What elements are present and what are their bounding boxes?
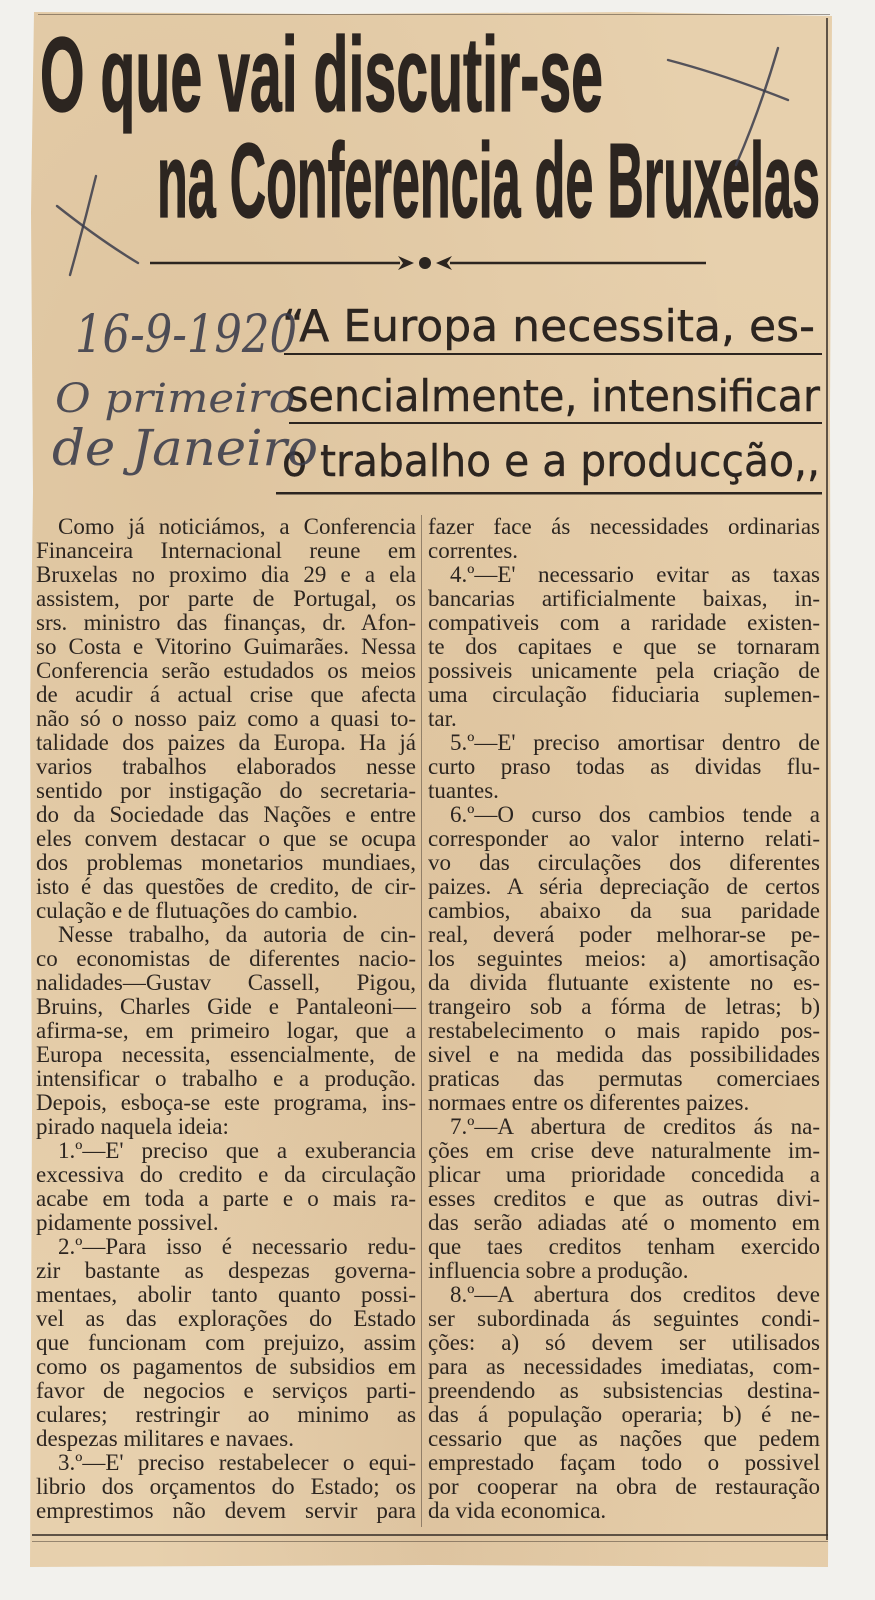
- body-line: para as necessidades imediatas, com-: [428, 1354, 820, 1379]
- body-line: talidade dos paizes da Europa. Ha já: [36, 730, 416, 755]
- body-line: correntes.: [428, 538, 519, 563]
- body-line: te dos capitaes e que se tornaram: [428, 634, 820, 659]
- body-line: varios trabalhos elaborados nesse: [36, 754, 416, 779]
- body-line: favor de negocios e serviços parti-: [36, 1378, 416, 1403]
- body-line: de acudir á actual crise que afecta: [36, 682, 416, 707]
- body-line: 7.º—A abertura de creditos ás na-: [450, 1114, 820, 1139]
- body-line: los seguintes meios: a) amortisação: [428, 946, 820, 971]
- body-line: Bruxelas no proximo dia 29 e a ela: [36, 562, 416, 587]
- body-line: compativeis com a raridade existen-: [428, 610, 820, 635]
- body-line: não só o nosso paiz como a quasi to-: [36, 706, 416, 731]
- body-line: fazer face ás necessidades ordinarias: [428, 514, 820, 539]
- body-line: dos problemas monetarios mundiaes,: [36, 850, 416, 875]
- body-line: pidamente possivel.: [36, 1210, 219, 1235]
- subheadline-rule-2: [289, 422, 822, 424]
- subheadline-rule-1: [284, 353, 822, 355]
- subheadline-line-1: “A Europa necessita, es-: [282, 301, 815, 352]
- body-line: culação e de flutuações do cambio.: [36, 898, 358, 923]
- body-line: cambios, abaixo da sua paridade: [428, 898, 820, 923]
- body-line: Bruins, Charles Gide e Pantaleoni—: [36, 994, 416, 1019]
- body-line: sentido por instigação do secretaria-: [36, 778, 416, 803]
- body-line: ções: a) só devem ser utilisados: [428, 1330, 820, 1355]
- body-line: esses creditos e que as outras divi-: [428, 1186, 820, 1211]
- body-line: ser subordinada ás seguintes condi-: [428, 1306, 820, 1331]
- body-line: das serão adiadas até o momento em: [428, 1210, 820, 1235]
- body-line: Conferencia serão estudados os meios: [36, 658, 416, 683]
- body-line: Nesse trabalho, da autoria de cin-: [58, 922, 416, 947]
- body-line: srs. ministro das finanças, dr. Afon-: [36, 610, 416, 635]
- body-line: mentaes, abolir tanto quanto possi-: [36, 1282, 416, 1307]
- body-line: librio dos orçamentos do Estado; os: [36, 1474, 416, 1499]
- bottom-rule-lower: [32, 1541, 828, 1542]
- body-line: bancarias artificialmente baixas, in-: [428, 586, 820, 611]
- body-line: isto é das questões de credito, de cir-: [36, 874, 416, 899]
- body-line: por cooperar na obra de restauração: [428, 1474, 820, 1499]
- body-line: co economistas de diferentes nacio-: [36, 946, 416, 971]
- body-line: paizes. A séria depreciação de certos: [428, 874, 820, 899]
- body-line: restabelecimento o mais rapido pos-: [428, 1018, 820, 1043]
- body-line: afirma-se, em primeiro logar, que a: [36, 1018, 416, 1043]
- body-line: 8.º—A abertura dos creditos deve: [450, 1282, 820, 1307]
- body-line: 3.º—E' preciso restabelecer o equi-: [58, 1450, 416, 1475]
- headline-line-1: O que vai discutir-se: [40, 16, 603, 134]
- body-line: plicar uma prioridade concedida a: [428, 1162, 820, 1187]
- body-line: so Costa e Vitorino Guimarães. Nessa: [36, 634, 416, 659]
- pen-mark-left-stroke-2: [57, 206, 138, 263]
- body-line: tuantes.: [428, 778, 499, 803]
- body-line: excessiva do credito e da circulação: [36, 1162, 416, 1187]
- body-line: 1.º—E' preciso que a exuberancia: [58, 1138, 416, 1163]
- body-line: 4.º—E' necessario evitar as taxas: [450, 562, 820, 587]
- body-line: normaes entre os diferentes paizes.: [428, 1090, 750, 1115]
- body-line: corresponder ao valor interno relati-: [428, 826, 820, 851]
- left-column: [36, 515, 416, 1523]
- body-line: nalidades—Gustav Cassell, Pigou,: [36, 970, 416, 995]
- body-line: praticas das permutas comerciaes: [428, 1066, 820, 1091]
- body-line: Europa necessita, essencialmente, de: [36, 1042, 416, 1067]
- body-line: uma circulação fiduciaria suplemen-: [428, 682, 820, 707]
- body-line: despezas militares e navaes.: [36, 1426, 294, 1451]
- body-line: pirado naquela ideia:: [36, 1114, 229, 1139]
- body-line: curto praso todas as dividas flu-: [428, 754, 820, 779]
- headline-line-2: na Conferencia de Bruxelas: [157, 122, 820, 240]
- pen-mark-right-stroke-1: [668, 60, 788, 100]
- body-line: sivel e na medida das possibilidades: [428, 1042, 820, 1067]
- body-line: preendendo as subsistencias destina-: [428, 1378, 820, 1403]
- subheadline-line-3: o trabalho e a producção,,: [282, 436, 820, 487]
- handwritten-source-line-2: de Janeiro: [52, 419, 318, 477]
- body-line: trangeiro sob a fórma de letras; b): [428, 994, 820, 1019]
- body-line: real, deverá poder melhorar-se pe-: [428, 922, 820, 947]
- body-line: cessario que as nações que pedem: [428, 1426, 820, 1451]
- body-line: emprestado façam todo o possivel: [428, 1450, 820, 1475]
- body-line: ções em crise deve naturalmente im-: [428, 1138, 820, 1163]
- divider-arrow-left: [436, 256, 452, 270]
- body-line: zir bastante as despezas governa-: [36, 1258, 416, 1283]
- body-line: emprestimos não devem servir para: [36, 1498, 416, 1523]
- divider-dot: [419, 257, 431, 269]
- subheadline-rule-3: [276, 492, 822, 495]
- body-line: Como já noticiámos, a Conferencia: [58, 514, 416, 539]
- body-line: vel as das explorações do Estado: [36, 1306, 416, 1331]
- body-line: Financeira Internacional reune em: [36, 538, 416, 563]
- handwritten-date: 16-9-1920: [75, 305, 297, 365]
- body-line: que funcionam com prejuizo, assim: [36, 1330, 416, 1355]
- body-line: acabe em toda a parte e o mais ra-: [36, 1186, 416, 1211]
- handwritten-source-line-1: O primeiro: [55, 376, 295, 422]
- body-line: Depois, esboça-se este programa, ins-: [36, 1090, 416, 1115]
- body-line: como os pagamentos de subsidios em: [36, 1354, 416, 1379]
- body-line: intensificar o trabalho e a produção.: [36, 1066, 416, 1091]
- body-line: 6.º—O curso dos cambios tende a: [450, 802, 820, 827]
- column-separator: [421, 515, 422, 1527]
- body-line: eles convem destacar o que se ocupa: [36, 826, 416, 851]
- body-line: culares; restringir ao minimo as: [36, 1402, 416, 1427]
- body-line: tar.: [428, 706, 457, 731]
- body-line: do da Sociedade das Nações e entre: [36, 802, 416, 827]
- body-line: vo das circulações dos diferentes: [428, 850, 820, 875]
- body-line: das á população operaria; b) é ne-: [428, 1402, 820, 1427]
- body-line: 2.º—Para isso é necessario redu-: [58, 1234, 416, 1259]
- right-column: [428, 515, 820, 1523]
- subheadline-line-2: sencialmente, intensificar: [287, 371, 821, 422]
- bottom-rule-upper: [32, 1534, 828, 1536]
- body-line: 5.º—E' preciso amortisar dentro de: [450, 730, 820, 755]
- divider-arrow-right: [398, 256, 414, 270]
- body-line: influencia sobre a produção.: [428, 1258, 689, 1283]
- body-line: possiveis unicamente pela criação de: [428, 658, 820, 683]
- header-graphics: [0, 0, 875, 510]
- body-line: que taes creditos tenham exercido: [428, 1234, 820, 1259]
- body-line: da divida flutuante existente no es-: [428, 970, 820, 995]
- body-line: assistem, por parte de Portugal, os: [36, 586, 416, 611]
- body-line: da vida economica.: [428, 1498, 607, 1523]
